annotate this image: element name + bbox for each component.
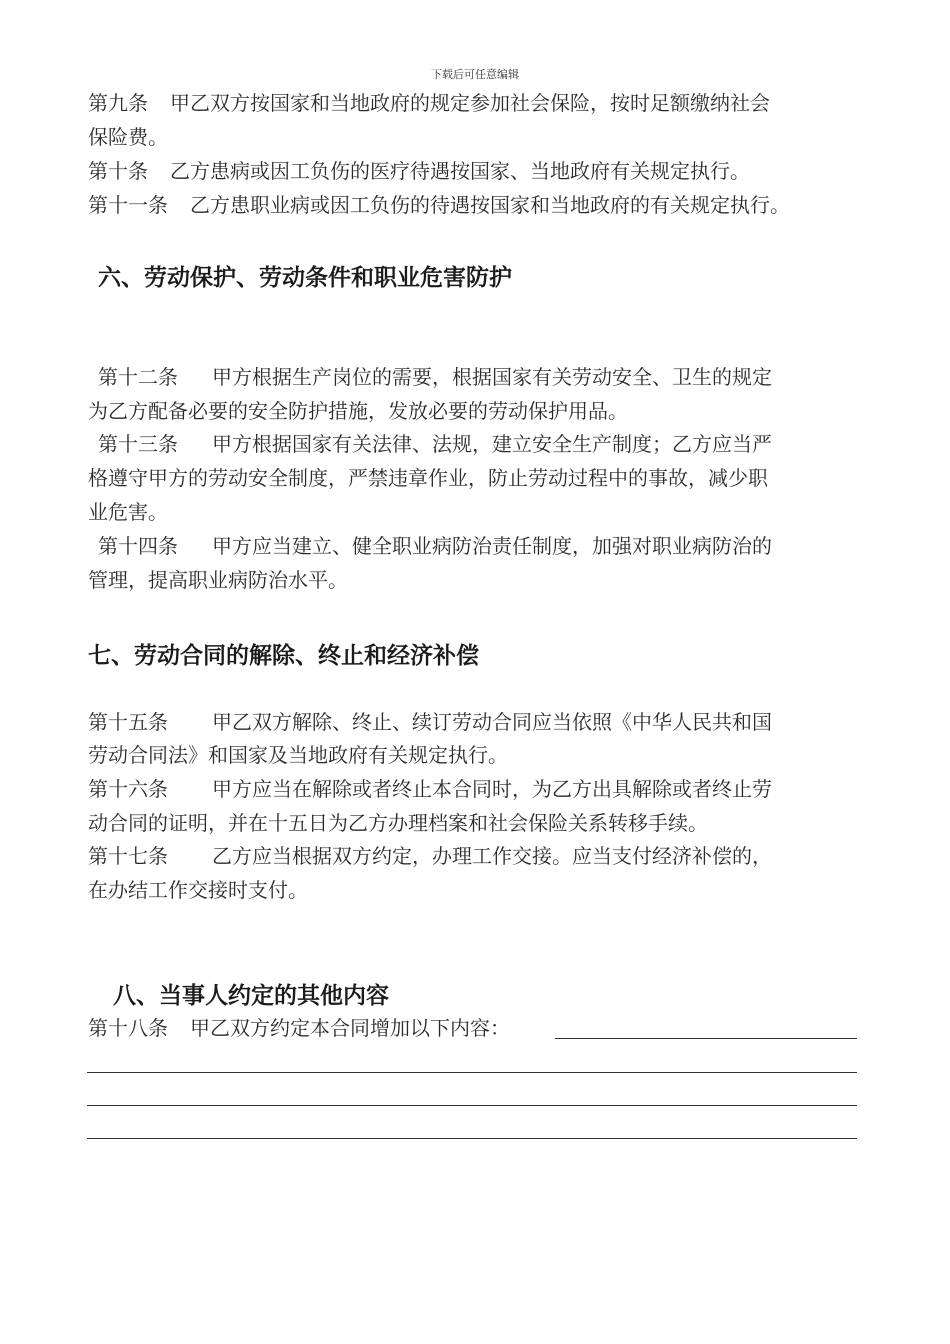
article-10 [88, 158, 750, 184]
article-13-line-2: 格遵守甲方的劳动安全制度，严禁违章作业，防止劳动过程中的事故，减少职 [88, 466, 768, 490]
article-16-line-1 [88, 776, 772, 802]
article-17-number: 第十七条 [88, 844, 168, 868]
header-note: 下载后可任意编辑 [431, 68, 519, 81]
article-16-text-1: 甲方应当在解除或者终止本合同时，为乙方出具解除或者终止劳 [212, 777, 772, 801]
article-12-line-2: 为乙方配备必要的安全防护措施，发放必要的劳动保护用品。 [88, 399, 628, 423]
article-13-text-1: 甲方根据国家有关法律、法规，建立安全生产制度；乙方应当严 [212, 432, 772, 456]
fill-in-line-4[interactable] [87, 1138, 857, 1139]
article-10-number: 第十条 [88, 159, 148, 183]
article-15-text-1: 甲乙双方解除、终止、续订劳动合同应当依照《中华人民共和国 [212, 710, 772, 734]
section-8-heading: 八、当事人约定的其他内容 [113, 983, 389, 1009]
article-18-number: 第十八条 [88, 1016, 168, 1040]
article-13-line-1 [98, 431, 772, 457]
article-13-line-3: 业危害。 [88, 500, 168, 524]
article-14-line-2: 管理，提高职业病防治水平。 [88, 568, 348, 592]
article-11-number: 第十一条 [88, 193, 168, 217]
article-15-number: 第十五条 [88, 710, 168, 734]
article-12-number: 第十二条 [98, 365, 178, 389]
article-15-line-1 [88, 709, 772, 735]
article-9-line-1 [88, 90, 770, 116]
article-13-number: 第十三条 [98, 432, 178, 456]
article-17-line-1 [88, 843, 772, 869]
article-18-text: 甲乙双方约定本合同增加以下内容： [190, 1016, 510, 1040]
article-9-line-2: 保险费。 [88, 125, 168, 149]
article-16-number: 第十六条 [88, 777, 168, 801]
article-17-line-2: 在办结工作交接时支付。 [88, 878, 308, 902]
article-11-text: 乙方患职业病或因工负伤的待遇按国家和当地政府的有关规定执行。 [190, 193, 790, 217]
article-11 [88, 192, 790, 218]
fill-in-line-3[interactable] [87, 1105, 857, 1106]
article-17-text-1: 乙方应当根据双方约定，办理工作交接。应当支付经济补偿的， [212, 844, 772, 868]
article-12-line-1 [98, 364, 772, 390]
section-6-heading: 六、劳动保护、劳动条件和职业危害防护 [98, 265, 512, 291]
article-14-text-1: 甲方应当建立、健全职业病防治责任制度，加强对职业病防治的 [212, 534, 772, 558]
article-9-text-1: 甲乙双方按国家和当地政府的规定参加社会保险，按时足额缴纳社会 [170, 91, 770, 115]
article-15-line-2: 劳动合同法》和国家及当地政府有关规定执行。 [88, 743, 508, 767]
article-12-text-1: 甲方根据生产岗位的需要，根据国家有关劳动安全、卫生的规定 [212, 365, 772, 389]
fill-in-line-2[interactable] [87, 1072, 857, 1073]
article-14-number: 第十四条 [98, 534, 178, 558]
section-7-heading: 七、劳动合同的解除、终止和经济补偿 [88, 643, 479, 669]
fill-in-line-1[interactable] [555, 1038, 857, 1039]
article-16-line-2: 动合同的证明，并在十五日为乙方办理档案和社会保险关系转移手续。 [88, 811, 708, 835]
article-9-number: 第九条 [88, 91, 148, 115]
article-14-line-1 [98, 533, 772, 559]
article-10-text: 乙方患病或因工负伤的医疗待遇按国家、当地政府有关规定执行。 [170, 159, 750, 183]
article-18 [88, 1015, 510, 1041]
